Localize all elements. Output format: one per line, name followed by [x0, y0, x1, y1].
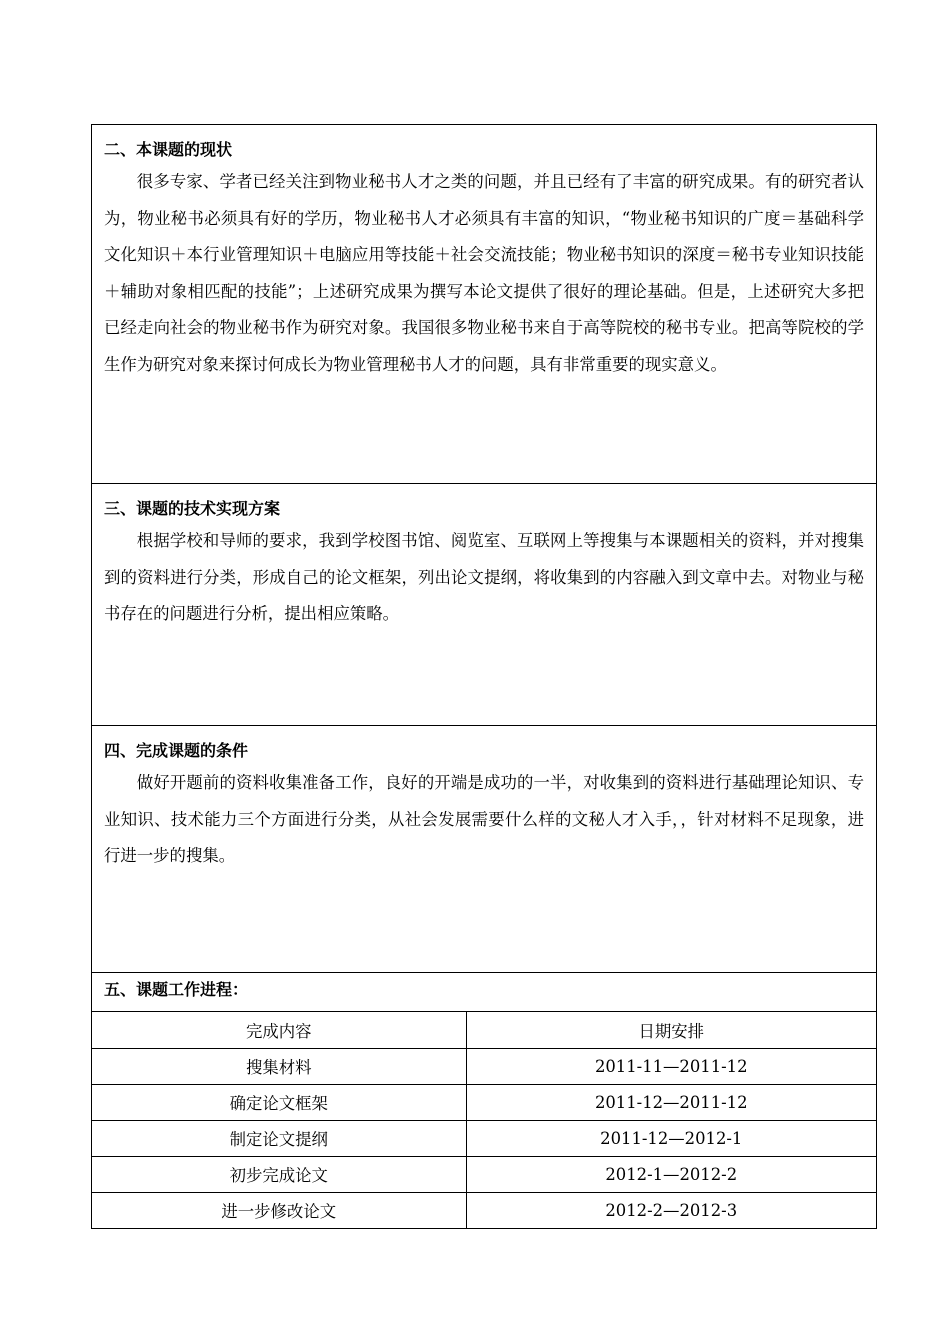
row-content: 确定论文框架	[92, 1084, 466, 1120]
table-row	[92, 1156, 876, 1192]
table-row	[92, 1192, 876, 1228]
section-body: 根据学校和导师的要求，我到学校图书馆、阅览室、互联网上等搜集与本课题相关的资料，并对搜集到的资料进行分类，形成自己的论文框架，列出论文提纲，将收集到的内容融入到文章中去。对物业与秘书存在的问题进行分析，提出相应策略。	[104, 531, 864, 623]
row-date: 2011-11—2011-12	[466, 1048, 876, 1084]
row-date: 2011-12—2012-1	[466, 1120, 876, 1156]
schedule-table	[92, 1012, 876, 1228]
section-conditions	[92, 726, 876, 973]
row-content: 制定论文提纲	[92, 1120, 466, 1156]
proposal-form	[91, 124, 877, 1229]
row-date: 2011-12—2011-12	[466, 1084, 876, 1120]
section-current-status	[92, 125, 876, 484]
table-header-row	[92, 1012, 876, 1048]
section-work-progress	[92, 976, 876, 1228]
row-date: 2012-2—2012-3	[605, 1200, 738, 1220]
header-content: 完成内容	[92, 1012, 466, 1048]
section-title: 二、本课题的现状	[104, 140, 233, 159]
section-title: 五、课题工作进程：	[104, 980, 249, 999]
section-title: 四、完成课题的条件	[104, 741, 249, 760]
section-body: 做好开题前的资料收集准备工作，良好的开端是成功的一半，对收集到的资料进行基础理论知识、专业知识、技术能力三个方面进行分类，从社会发展需要什么样的文秘人才入手，，针对材料不足现象，进行进一步的搜集。	[104, 773, 864, 865]
table-row	[92, 1048, 876, 1084]
section-body: 很多专家、学者已经关注到物业秘书人才之类的问题，并且已经有了丰富的研究成果。有的研究者认为，物业秘书必须具有好的学历，物业秘书人才必须具有丰富的知识，“物业秘书知识的广度＝基础科学文化知识＋本行业管理知识＋电脑应用等技能＋社会交流技能；物业秘书知识的深度＝秘书专业知识技能＋辅助对象相匹配的技能”；上述研究成果为撰写本论文提供了很好的理论基础。但是，上述研究大多把已经走向社会的物业秘书作为研究对象。我国很多物业秘书来自于高等院校的秘书专业。把高等院校的学生作为研究对象来探讨何成长为物业管理秘书人才的问题，具有非常重要的现实意义。	[104, 172, 864, 374]
row-date: 2012-1—2012-2	[466, 1156, 876, 1192]
table-row	[92, 1120, 876, 1156]
row-content: 搜集材料	[92, 1048, 466, 1084]
section-technical-plan	[92, 484, 876, 726]
section-title: 三、课题的技术实现方案	[104, 499, 281, 518]
header-date: 日期安排	[466, 1012, 876, 1048]
row-content: 进一步修改论文	[92, 1192, 466, 1228]
table-row	[92, 1084, 876, 1120]
row-content: 初步完成论文	[92, 1156, 466, 1192]
section-header	[92, 976, 876, 1012]
